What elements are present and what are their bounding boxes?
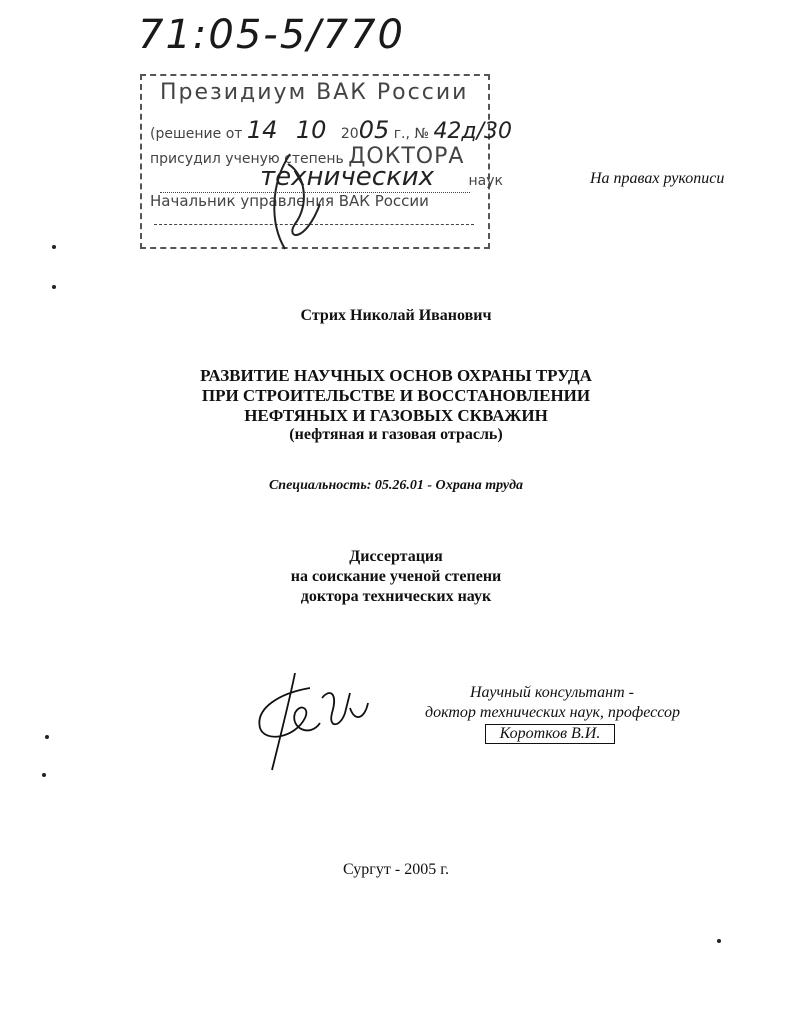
stamp-award-text: присудил ученую степень — [150, 151, 344, 167]
stamp-degree: ДОКТОРА — [348, 144, 465, 169]
stamp-decision-year: 05 — [358, 116, 390, 144]
stamp-decision-month: 10 — [295, 116, 327, 144]
dissertation-line-3: доктора технических наук — [300, 588, 492, 605]
stamp-head-line: Начальник управления ВАК России — [150, 192, 429, 210]
specialty: Специальность: 05.26.01 - Охрана труда — [268, 478, 524, 493]
stamp-decision-line — [150, 116, 512, 144]
stamp-line-1: Президиум ВАК России — [160, 80, 469, 105]
dissertation-line-1: Диссертация — [349, 548, 443, 565]
margin-mark — [52, 245, 56, 249]
margin-mark — [45, 735, 49, 739]
author-name: Стрих Николай Иванович — [300, 307, 492, 324]
stamp-signature — [250, 144, 360, 254]
consultant-name: Коротков В.И. — [485, 724, 615, 744]
stamp-decision-year-prefix: 20 — [340, 126, 359, 142]
margin-mark — [52, 285, 56, 289]
author-signature — [250, 668, 380, 773]
stamp-decision-number: 42д/30 — [433, 119, 513, 144]
margin-mark — [42, 773, 46, 777]
title-line-3: НЕФТЯНЫХ И ГАЗОВЫХ СКВАЖИН — [244, 406, 548, 425]
title-line-1: РАЗВИТИЕ НАУЧНЫХ ОСНОВ ОХРАНЫ ТРУДА — [200, 366, 592, 385]
subtitle: (нефтяная и газовая отрасль) — [289, 426, 503, 443]
stamp-decision-day: 14 — [246, 116, 278, 144]
stamp-decision-prefix: (решение от — [150, 126, 243, 142]
consultant-role: Научный консультант - — [470, 684, 634, 701]
stamp-field: технических — [260, 162, 435, 192]
stamp-field-suffix: наук — [468, 173, 504, 189]
title-line-2: ПРИ СТРОИТЕЛЬСТВЕ И ВОССТАНОВЛЕНИИ — [201, 386, 591, 405]
manuscript-note: На правах рукописи — [590, 170, 725, 187]
dissertation-line-2: на соискание ученой степени — [290, 568, 502, 585]
margin-mark — [717, 939, 721, 943]
archive-number: 71:05-5/770 — [138, 12, 405, 58]
stamp-decision-suffix: г., № — [393, 126, 429, 142]
consultant-degree: доктор технических наук, профессор — [425, 704, 680, 721]
vak-stamp — [140, 74, 513, 249]
city-year: Сургут - 2005 г. — [343, 861, 449, 878]
